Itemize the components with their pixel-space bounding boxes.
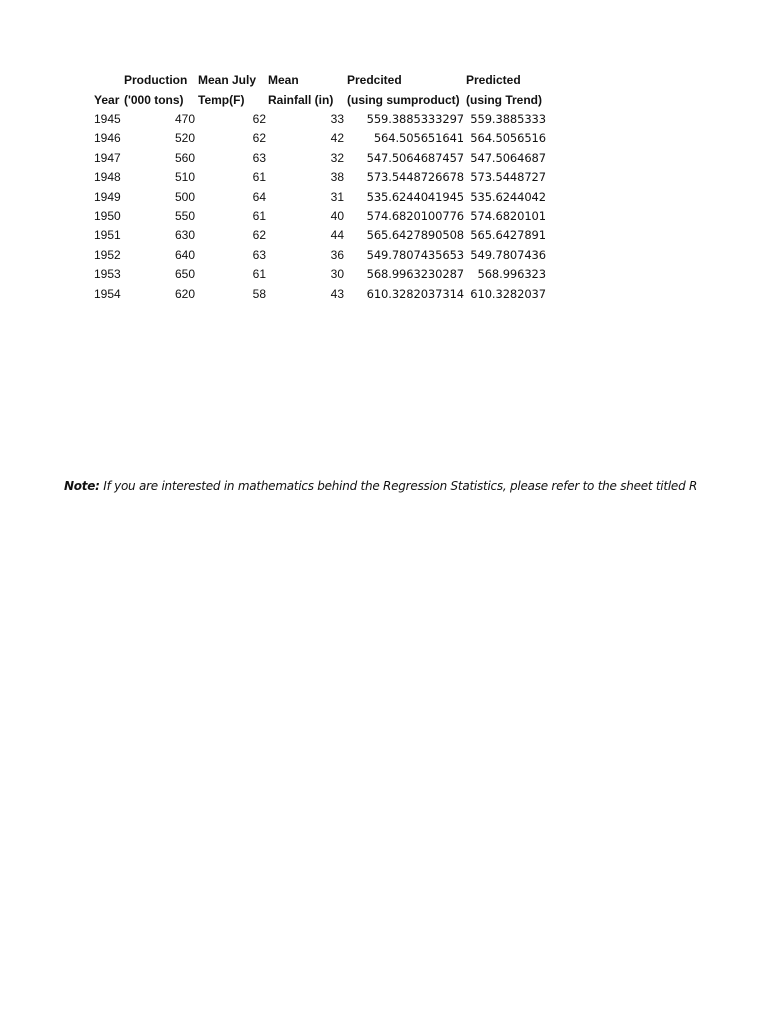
header-mean-july-line2: Temp(F) (198, 93, 245, 107)
cell-pred-sumproduct: 610.3282037314 (366, 287, 464, 301)
cell-pred-sumproduct: 549.7807435653 (366, 248, 464, 262)
cell-rainfall: 30 (330, 267, 344, 281)
cell-pred-trend: 573.5448727 (470, 170, 546, 184)
cell-rainfall: 40 (330, 209, 344, 223)
cell-pred-trend: 559.3885333 (470, 112, 546, 126)
cell-pred-sumproduct: 573.5448726678 (366, 170, 464, 184)
cell-rainfall: 42 (330, 131, 344, 145)
note-body: If you are interested in mathematics behind the Regression Statistics, please refer to the sheet titled R (99, 479, 698, 493)
cell-year: 1945 (94, 112, 121, 126)
cell-rainfall: 31 (330, 190, 344, 204)
cell-production: 500 (174, 190, 195, 204)
cell-temp: 58 (252, 287, 266, 301)
cell-temp: 61 (252, 209, 266, 223)
cell-year: 1954 (94, 287, 121, 301)
cell-rainfall: 38 (330, 170, 344, 184)
cell-temp: 64 (252, 190, 266, 204)
cell-rainfall: 43 (330, 287, 344, 301)
cell-rainfall: 33 (330, 112, 344, 126)
cell-pred-trend: 547.5064687 (470, 151, 546, 165)
header-predicted-line1: Predicted (466, 73, 521, 87)
header-production-line1: Production (124, 73, 188, 87)
cell-temp: 62 (252, 112, 266, 126)
cell-pred-sumproduct: 535.6244041945 (366, 190, 464, 204)
cell-production: 520 (174, 131, 195, 145)
cell-temp: 61 (252, 170, 266, 184)
cell-pred-sumproduct: 547.5064687457 (366, 151, 464, 165)
cell-pred-trend: 535.6244042 (470, 190, 546, 204)
cell-pred-sumproduct: 559.3885333297 (366, 112, 464, 126)
cell-temp: 62 (252, 228, 266, 242)
cell-year: 1947 (94, 151, 121, 165)
header-mean-rainfall-line1: Mean (268, 73, 299, 87)
cell-production: 560 (174, 151, 195, 165)
cell-pred-trend: 610.3282037 (470, 287, 546, 301)
note-label: Note: (64, 479, 100, 493)
cell-year: 1951 (94, 228, 121, 242)
cell-rainfall: 32 (330, 151, 344, 165)
cell-rainfall: 44 (330, 228, 344, 242)
cell-production: 550 (174, 209, 195, 223)
header-mean-rainfall-line2: Rainfall (in) (268, 93, 334, 107)
cell-production: 620 (174, 287, 195, 301)
header-year: Year (94, 93, 120, 107)
cell-temp: 63 (252, 248, 266, 262)
header-predcited-line2: (using sumproduct) (347, 93, 460, 107)
header-mean-july-line1: Mean July (198, 73, 257, 87)
cell-year: 1950 (94, 209, 121, 223)
cell-temp: 63 (252, 151, 266, 165)
header-predcited-line1: Predcited (347, 73, 402, 87)
cell-year: 1946 (94, 131, 121, 145)
cell-temp: 61 (252, 267, 266, 281)
cell-pred-trend: 574.6820101 (470, 209, 546, 223)
cell-pred-trend: 549.7807436 (470, 248, 546, 262)
cell-pred-sumproduct: 565.6427890508 (366, 228, 464, 242)
cell-pred-sumproduct: 568.9963230287 (366, 267, 464, 281)
cell-year: 1948 (94, 170, 121, 184)
cell-year: 1953 (94, 267, 121, 281)
cell-pred-trend: 565.6427891 (470, 228, 546, 242)
cell-production: 510 (174, 170, 195, 184)
cell-rainfall: 36 (330, 248, 344, 262)
cell-pred-sumproduct: 574.6820100776 (366, 209, 464, 223)
cell-production: 640 (174, 248, 195, 262)
cell-temp: 62 (252, 131, 266, 145)
cell-pred-trend: 564.5056516 (470, 131, 546, 145)
note-text (64, 479, 697, 493)
header-production-line2: ('000 tons) (124, 93, 184, 107)
cell-production: 650 (174, 267, 195, 281)
cell-production: 630 (174, 228, 195, 242)
cell-pred-sumproduct: 564.505651641 (373, 131, 464, 145)
cell-pred-trend: 568.996323 (477, 267, 546, 281)
cell-year: 1949 (94, 190, 121, 204)
cell-year: 1952 (94, 248, 121, 262)
cell-production: 470 (174, 112, 195, 126)
header-predicted-line2: (using Trend) (466, 93, 542, 107)
